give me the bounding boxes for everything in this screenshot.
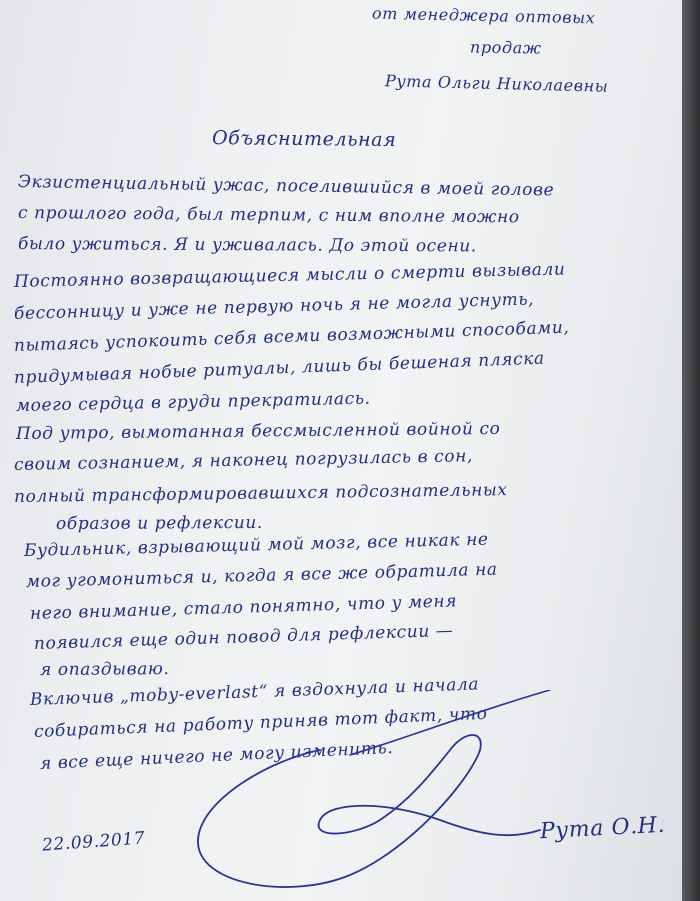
body-line: я опаздываю. — [39, 659, 170, 680]
body-line: него внимание, стало понятно, что у меня — [29, 591, 458, 624]
body-line: образов и рефлексии. — [55, 512, 263, 534]
table-background — [682, 0, 700, 901]
header-author-line: Рута Ольги Николаевны — [384, 71, 609, 96]
body-line: собираться на работу приняв тот факт, что — [33, 703, 488, 742]
body-line: было ужиться. Я и уживалась. До этой осени. — [17, 234, 477, 257]
body-line: своим сознанием, я наконец погрузилась в сон, — [13, 446, 474, 475]
signature-name: Рута О.Н. — [539, 812, 666, 845]
body-line: бессонницу и уже не первую ночь я не могла уснуть, — [13, 289, 535, 324]
body-line: пытаясь успокоить себя всеми возможными способами, — [13, 317, 570, 356]
body-line: Постоянно возвращающиеся мысли о смерти вызывали — [13, 259, 566, 292]
handwritten-signature — [180, 690, 560, 900]
document-title: Объяснительная — [211, 127, 397, 151]
body-line: с прошлого года, был терпим, с ним вполне можно — [17, 203, 520, 228]
body-line: Экзистенциальный ужас, поселившийся в моей голове — [17, 172, 555, 201]
body-line: полный трансформировавшихся подсознательных — [13, 480, 508, 507]
body-line: я все еще ничего не могу изменить. — [39, 737, 394, 774]
header-position-line: продаж — [469, 37, 542, 58]
header-from-line: от менеджера оптовых — [371, 3, 596, 28]
body-line: Будильник, взрывающий мой мозг, все никак не — [23, 529, 489, 561]
body-line: придумывая нобые ритуалы, лишь бы бешеная пляска — [13, 348, 545, 388]
document-date: 22.09.2017 — [41, 828, 146, 856]
body-line: моего сердца в груди прекратилась. — [15, 388, 371, 416]
body-line: Включив „moby-everlast“ я вздохнула и начала — [29, 674, 480, 710]
body-line: появился еще один повод для рефлексии — — [33, 620, 454, 654]
body-line: мог угомониться и, когда я все же обратила на — [25, 559, 498, 592]
body-line: Под утро, вымотанная бессмысленной войной со — [15, 418, 501, 444]
